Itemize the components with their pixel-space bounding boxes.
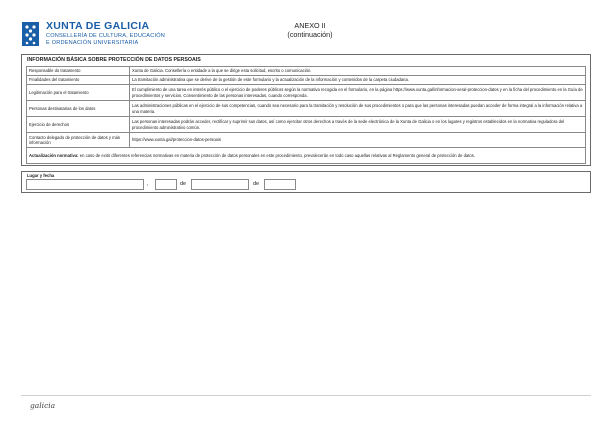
xunta-logo <box>22 20 252 54</box>
annex-subtitle: (continuación) <box>287 30 333 39</box>
month-input[interactable] <box>191 179 249 190</box>
data-protection-table <box>26 66 586 164</box>
table-row <box>27 133 586 148</box>
table-row <box>27 67 586 76</box>
table-row <box>27 76 586 85</box>
footer-divider <box>21 395 591 396</box>
department-line-1: CONSELLERÍA DE CULTURA, EDUCACIÓN <box>46 33 166 39</box>
de-separator-2: de <box>253 181 260 187</box>
annex-heading <box>270 21 350 39</box>
table-row <box>27 148 586 164</box>
place-date-section <box>21 171 591 193</box>
department-line-2: E ORDENACIÓN UNIVERSITARIA <box>46 40 139 46</box>
department-name <box>46 33 165 47</box>
data-protection-section <box>21 54 591 166</box>
org-name: XUNTA DE GALICIA <box>46 20 150 32</box>
day-input[interactable] <box>155 179 177 190</box>
data-protection-title: INFORMACIÓN BÁSICA SOBRE PROTECCIÓN DE DATOS PERSOAIS <box>27 57 201 63</box>
place-date-label: Lugar y fecha <box>27 173 55 178</box>
regulatory-update <box>27 148 586 164</box>
galicia-logo: galicia <box>30 401 56 410</box>
de-separator-1: de <box>180 181 187 187</box>
place-input[interactable] <box>26 179 144 190</box>
row-value: La tramitación administrativa que se derive de la gestión de este formulario y la actualización de la información y contenidos de la carpeta ciudadana. <box>130 76 586 85</box>
row-value: https://www.xunta.gal/proteccion-datos-persoais <box>130 133 586 148</box>
annex-title: ANEXO II <box>294 21 326 30</box>
row-key: Legitimación para el tratamiento <box>27 85 130 101</box>
year-input[interactable] <box>264 179 296 190</box>
row-key: Responsable do tratamento <box>27 67 130 76</box>
row-key: Personas destinatarias de los datos <box>27 101 130 117</box>
row-value: Las administraciones públicas en el ejercicio de sus competencias, cuando sea necesario para la tramitación y resolución de sus procedimientos o para que las personas interesadas puedan acceder de forma integral a la información relativa a una materia. <box>130 101 586 117</box>
table-row <box>27 117 586 133</box>
table-row <box>27 85 586 101</box>
row-key: Contacto delegado de protección de datos y más información <box>27 133 130 148</box>
row-value: Xunta de Galicia. Consellería o entidade a la que se dirige esta solicitud, escrito o comunicación. <box>130 67 586 76</box>
row-key: Finalidades del tratamiento <box>27 76 130 85</box>
table-row <box>27 101 586 117</box>
row-value: El cumplimiento de una tarea en interés público o el ejercicio de poderes públicos según la normativa recogida en el formulario, en la página https://www.xunta.gal/informacion-xeral-proteccion-datos y en la ficha del procedimiento en la Guía de procedimientos y servicios. Consentimiento de las personas interesadas, cuando corresponda. <box>130 85 586 101</box>
xunta-shield-icon <box>22 22 39 46</box>
row-value: Las personas interesadas podrán acceder, rectificar y suprimir sus datos, así como ejercitar otros derechos a través de la sede electrónica de la Xunta de Galicia o en los lugares y registros establecidos en la normativa reguladora del procedimiento administrativo común. <box>130 117 586 133</box>
comma-separator: , <box>147 181 149 187</box>
regulatory-update-text: en caso de exitir diferentes referencias normativas en materia de protección de datos personales en este procedimiento, prevalecerán en todo caso aquellas relativas al Reglamento general de protección de datos. <box>79 152 476 158</box>
regulatory-update-label: Actualización normativa: <box>29 152 79 158</box>
row-key: Ejercicio de derechos <box>27 117 130 133</box>
